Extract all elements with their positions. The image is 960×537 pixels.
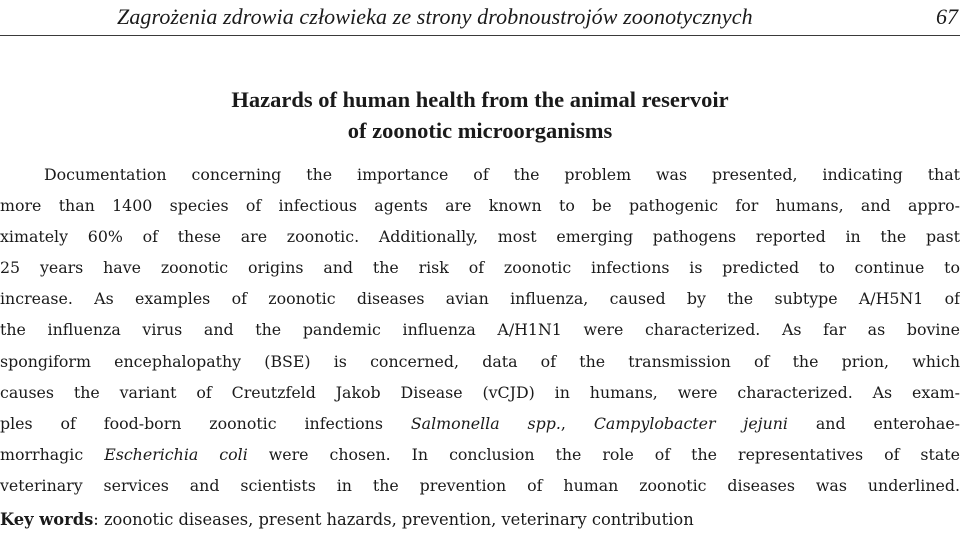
line-9-text-c: , bbox=[560, 413, 594, 433]
line-10-text-c: were chosen. In conclusion the role of the representatives of state bbox=[247, 444, 960, 464]
abstract-line-1: Documentation concerning the importance of the problem was presented, indicating that bbox=[44, 165, 960, 184]
abstract-line-2: more than 1400 species of infectious agents are known to be pathogenic for humans, and appro- bbox=[0, 196, 960, 216]
article-title-line-1: Hazards of human health from the animal reservoir bbox=[231, 87, 729, 112]
species-salmonella: Salmonella spp. bbox=[410, 413, 561, 433]
abstract bbox=[0, 159, 960, 501]
keywords-separator: : bbox=[93, 510, 104, 529]
keywords bbox=[0, 505, 960, 535]
line-9-text-e: and enterohae- bbox=[787, 413, 960, 433]
species-campylobacter: Campylobacter jejuni bbox=[593, 413, 788, 433]
abstract-line-9 bbox=[0, 408, 960, 439]
running-head bbox=[0, 0, 960, 32]
running-title: Zagrożenia zdrowia człowieka ze strony drobnoustrojów zoonotycznych bbox=[117, 4, 753, 29]
abstract-line-3: ximately 60% of these are zoonotic. Additionally, most emerging pathogens reported in the past bbox=[0, 227, 960, 247]
species-escherichia: Escherichia coli bbox=[104, 444, 248, 464]
keywords-value: zoonotic diseases, present hazards, prevention, veterinary contribution bbox=[103, 510, 694, 529]
abstract-line-7: spongiform encephalopathy (BSE) is concerned, data of the transmission of the prion, which bbox=[0, 351, 960, 371]
line-9-text-a: ples of food-born zoonotic infections bbox=[0, 413, 411, 433]
abstract-line-4: 25 years have zoonotic origins and the risk of zoonotic infections is predicted to continue to bbox=[0, 258, 960, 278]
article-title-line-2: of zoonotic microorganisms bbox=[347, 118, 613, 143]
line-10-text-a: morrhagic bbox=[0, 444, 105, 464]
abstract-line-6: the influenza virus and the pandemic influenza A/H1N1 were characterized. As far as bovine bbox=[0, 320, 960, 340]
keywords-label: Key words bbox=[0, 510, 94, 529]
abstract-line-10 bbox=[0, 439, 960, 470]
page-number: 67 bbox=[936, 4, 958, 29]
abstract-line-11: veterinary services and scientists in the prevention of human zoonotic diseases was underlined. bbox=[0, 475, 960, 495]
article-title bbox=[0, 84, 960, 146]
header-rule bbox=[0, 35, 960, 36]
abstract-line-5: increase. As examples of zoonotic diseases avian influenza, caused by the subtype A/H5N1 of bbox=[0, 289, 960, 309]
abstract-line-8: causes the variant of Creutzfeld Jakob Disease (vCJD) in humans, were characterized. As exam- bbox=[0, 382, 960, 402]
